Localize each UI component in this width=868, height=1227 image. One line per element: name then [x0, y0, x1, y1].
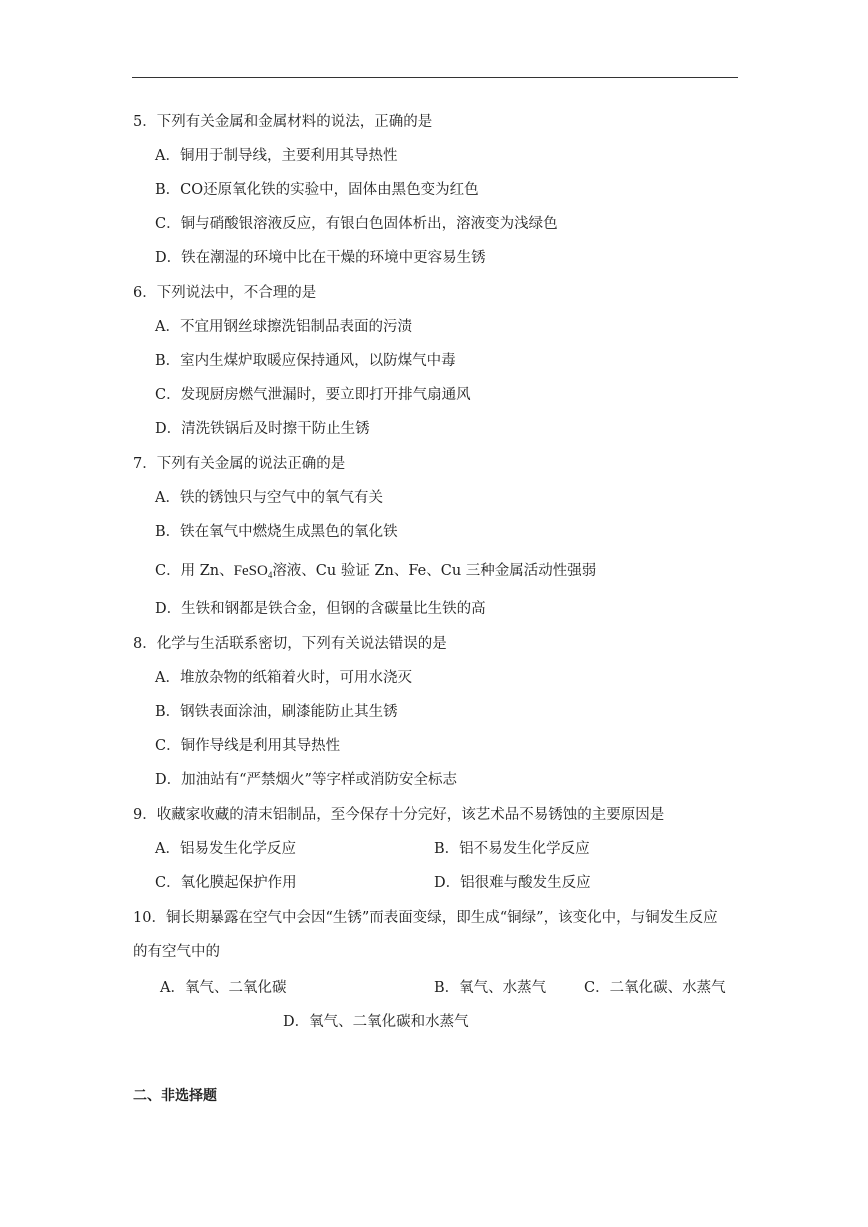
question-10-option-b: B．氧气、水蒸气: [434, 980, 547, 996]
question-6-stem: 6．下列说法中，不合理的是: [133, 285, 317, 301]
question-9-stem: 9．收藏家收藏的清末铝制品，至今保存十分完好，该艺术品不易锈蚀的主要原因是: [133, 807, 665, 823]
chemical-formula: [234, 563, 273, 579]
formula-subscript: 4: [267, 570, 273, 580]
question-5-option-a: A．铜用于制导线，主要利用其导热性: [155, 148, 398, 164]
question-7-option-c-prefix: C．用 Zn、: [155, 563, 234, 579]
question-8-option-a: A．堆放杂物的纸箱着火时，可用水浇灭: [155, 670, 412, 686]
question-7-option-d: D．生铁和钢都是铁合金，但钢的含碳量比生铁的高: [155, 601, 486, 617]
question-6-option-d: D．清洗铁锅后及时擦干防止生锈: [155, 421, 370, 437]
question-6-option-a: A．不宜用钢丝球擦洗铝制品表面的污渍: [155, 319, 412, 335]
question-5-stem: 5．下列有关金属和金属材料的说法，正确的是: [133, 114, 433, 130]
question-9-option-a: A．铝易发生化学反应: [155, 841, 296, 857]
question-10-option-a: A．氧气、二氧化碳: [160, 980, 287, 996]
question-5-option-b: B．CO还原氧化铁的实验中，固体由黑色变为红色: [155, 182, 479, 198]
question-7-option-c-suffix: 溶液、Cu 验证 Zn、Fe、Cu 三种金属活动性强弱: [272, 563, 597, 579]
question-8-option-d: D．加油站有“严禁烟火”等字样或消防安全标志: [155, 772, 457, 788]
question-10-stem-line2: 的有空气中的: [133, 944, 220, 960]
question-7-option-a: A．铁的锈蚀只与空气中的氧气有关: [155, 490, 383, 506]
question-7-option-b: B．铁在氧气中燃烧生成黑色的氧化铁: [155, 524, 398, 540]
question-6-option-c: C．发现厨房燃气泄漏时，要立即打开排气扇通风: [155, 387, 471, 403]
question-5-option-c: C．铜与硝酸银溶液反应，有银白色固体析出，溶液变为浅绿色: [155, 216, 558, 232]
question-9-option-b: B．铝不易发生化学反应: [434, 841, 590, 857]
question-10-option-c: C．二氧化碳、水蒸气: [584, 980, 726, 996]
question-8-option-b: B．钢铁表面涂油，刷漆能防止其生锈: [155, 704, 398, 720]
section-2-title: 二、非选择题: [133, 1088, 217, 1104]
formula-base: FeSO: [233, 563, 268, 579]
question-7-stem: 7．下列有关金属的说法正确的是: [133, 456, 346, 472]
question-6-option-b: B．室内生煤炉取暖应保持通风，以防煤气中毒: [155, 353, 456, 369]
question-9-option-c: C．氧化膜起保护作用: [155, 875, 297, 891]
header-divider: [132, 77, 738, 78]
question-10-option-d: D．氧气、二氧化碳和水蒸气: [283, 1014, 469, 1030]
question-8-option-c: C．铜作导线是利用其导热性: [155, 738, 341, 754]
question-7-option-c: [155, 562, 596, 584]
question-5-option-d: D．铁在潮湿的环境中比在干燥的环境中更容易生锈: [155, 250, 486, 266]
question-9-option-d: D．铝很难与酸发生反应: [434, 875, 591, 891]
question-10-stem-line1: 10．铜长期暴露在空气中会因“生锈”而表面变绿，即生成“铜绿”，该变化中，与铜发生反应: [133, 910, 718, 926]
question-8-stem: 8．化学与生活联系密切，下列有关说法错误的是: [133, 636, 447, 652]
